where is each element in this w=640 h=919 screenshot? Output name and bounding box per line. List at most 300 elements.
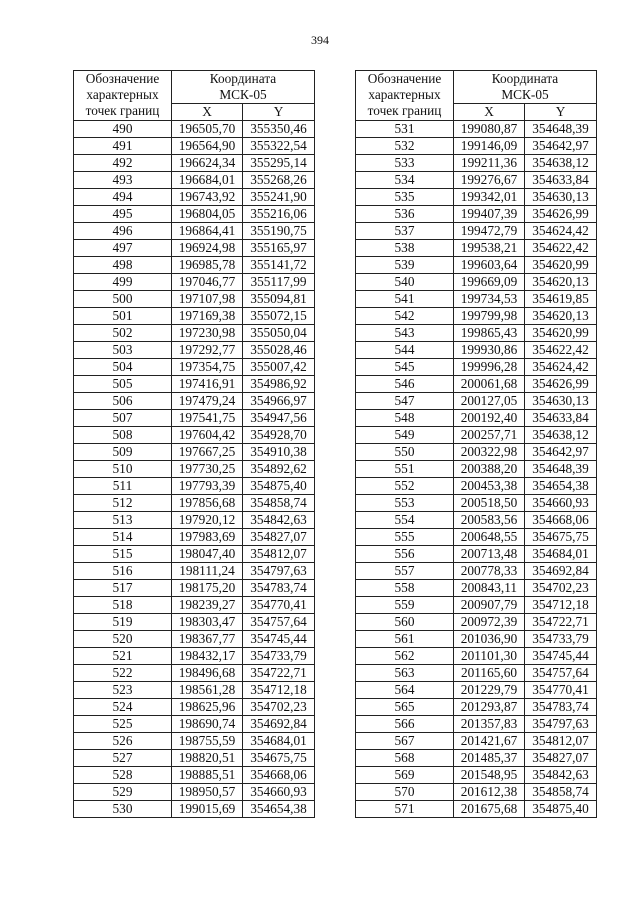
x-coordinate-cell: 198047,40 <box>172 546 243 563</box>
y-coordinate-cell: 355050,04 <box>243 325 315 342</box>
x-coordinate-cell: 197292,77 <box>172 342 243 359</box>
designation-line: характерных <box>86 87 159 102</box>
table-row <box>74 291 315 308</box>
point-id-cell: 555 <box>356 529 454 546</box>
point-id-cell: 557 <box>356 563 454 580</box>
table-row <box>74 478 315 495</box>
point-id-cell: 535 <box>356 189 454 206</box>
y-coordinate-cell: 354733,79 <box>525 631 597 648</box>
x-coordinate-cell: 199472,79 <box>454 223 525 240</box>
point-id-cell: 519 <box>74 614 172 631</box>
point-id-cell: 544 <box>356 342 454 359</box>
table-row <box>74 240 315 257</box>
x-coordinate-cell: 200127,05 <box>454 393 525 410</box>
point-id-cell: 560 <box>356 614 454 631</box>
y-coordinate-cell: 354928,70 <box>243 427 315 444</box>
y-coordinate-cell: 354654,38 <box>525 478 597 495</box>
x-coordinate-cell: 197541,75 <box>172 410 243 427</box>
y-coordinate-cell: 354638,12 <box>525 427 597 444</box>
y-coordinate-cell: 354648,39 <box>525 121 597 138</box>
point-id-cell: 564 <box>356 682 454 699</box>
y-column-header: Y <box>243 104 315 121</box>
coordinate-system: МСК-05 <box>501 87 549 102</box>
point-id-cell: 547 <box>356 393 454 410</box>
point-id-cell: 526 <box>74 733 172 750</box>
y-coordinate-cell: 354783,74 <box>525 699 597 716</box>
table-row <box>356 155 597 172</box>
point-id-cell: 491 <box>74 138 172 155</box>
x-coordinate-cell: 199734,53 <box>454 291 525 308</box>
x-coordinate-cell: 199538,21 <box>454 240 525 257</box>
x-coordinate-cell: 199669,09 <box>454 274 525 291</box>
point-id-cell: 566 <box>356 716 454 733</box>
point-id-cell: 545 <box>356 359 454 376</box>
point-id-cell: 496 <box>74 223 172 240</box>
y-coordinate-cell: 354624,42 <box>525 223 597 240</box>
y-coordinate-cell: 354692,84 <box>525 563 597 580</box>
point-id-cell: 504 <box>74 359 172 376</box>
point-id-cell: 558 <box>356 580 454 597</box>
point-id-cell: 510 <box>74 461 172 478</box>
x-coordinate-cell: 196924,98 <box>172 240 243 257</box>
point-id-cell: 550 <box>356 444 454 461</box>
table-row <box>74 461 315 478</box>
x-coordinate-cell: 197046,77 <box>172 274 243 291</box>
y-coordinate-cell: 354620,13 <box>525 308 597 325</box>
point-id-cell: 562 <box>356 648 454 665</box>
x-column-header: X <box>172 104 243 121</box>
y-coordinate-cell: 354630,13 <box>525 189 597 206</box>
point-id-cell: 499 <box>74 274 172 291</box>
table-row <box>74 597 315 614</box>
table-row <box>74 410 315 427</box>
y-coordinate-cell: 354783,74 <box>243 580 315 597</box>
table-row <box>356 172 597 189</box>
x-coordinate-cell: 196624,34 <box>172 155 243 172</box>
table-row <box>356 546 597 563</box>
table-body <box>356 121 597 818</box>
x-coordinate-cell: 201548,95 <box>454 767 525 784</box>
x-coordinate-cell: 196564,90 <box>172 138 243 155</box>
x-coordinate-cell: 199930,86 <box>454 342 525 359</box>
y-coordinate-cell: 355028,46 <box>243 342 315 359</box>
x-coordinate-cell: 196743,92 <box>172 189 243 206</box>
point-id-cell: 503 <box>74 342 172 359</box>
x-coordinate-cell: 197920,12 <box>172 512 243 529</box>
point-id-cell: 536 <box>356 206 454 223</box>
table-row <box>356 223 597 240</box>
table-row <box>356 682 597 699</box>
y-coordinate-cell: 354892,62 <box>243 461 315 478</box>
point-id-cell: 565 <box>356 699 454 716</box>
x-coordinate-cell: 200257,71 <box>454 427 525 444</box>
x-coordinate-cell: 201357,83 <box>454 716 525 733</box>
table-row <box>74 614 315 631</box>
y-coordinate-cell: 354733,79 <box>243 648 315 665</box>
y-coordinate-cell: 354620,99 <box>525 325 597 342</box>
designation-line: точек границ <box>367 103 442 118</box>
x-coordinate-cell: 201675,68 <box>454 801 525 818</box>
point-id-cell: 494 <box>74 189 172 206</box>
point-id-cell: 542 <box>356 308 454 325</box>
point-id-cell: 512 <box>74 495 172 512</box>
y-coordinate-cell: 354654,38 <box>243 801 315 818</box>
x-coordinate-cell: 201165,60 <box>454 665 525 682</box>
point-id-cell: 501 <box>74 308 172 325</box>
y-coordinate-cell: 354745,44 <box>525 648 597 665</box>
table-row <box>356 121 597 138</box>
x-coordinate-cell: 201229,79 <box>454 682 525 699</box>
x-coordinate-cell: 198885,51 <box>172 767 243 784</box>
y-coordinate-cell: 355322,54 <box>243 138 315 155</box>
table-row <box>356 648 597 665</box>
point-id-cell: 551 <box>356 461 454 478</box>
x-coordinate-cell: 200061,68 <box>454 376 525 393</box>
y-coordinate-cell: 355141,72 <box>243 257 315 274</box>
point-id-cell: 563 <box>356 665 454 682</box>
y-coordinate-cell: 355190,75 <box>243 223 315 240</box>
point-id-cell: 539 <box>356 257 454 274</box>
x-coordinate-cell: 198820,51 <box>172 750 243 767</box>
y-coordinate-cell: 354668,06 <box>525 512 597 529</box>
table-row <box>356 767 597 784</box>
x-coordinate-cell: 198175,20 <box>172 580 243 597</box>
y-coordinate-cell: 354668,06 <box>243 767 315 784</box>
coordinates-table-right <box>355 70 597 818</box>
table-row <box>356 257 597 274</box>
y-coordinate-cell: 355350,46 <box>243 121 315 138</box>
point-id-cell: 534 <box>356 172 454 189</box>
y-coordinate-cell: 354757,64 <box>525 665 597 682</box>
x-coordinate-cell: 198111,24 <box>172 563 243 580</box>
y-coordinate-cell: 355216,06 <box>243 206 315 223</box>
y-coordinate-cell: 354757,64 <box>243 614 315 631</box>
point-id-cell: 506 <box>74 393 172 410</box>
y-coordinate-cell: 354660,93 <box>243 784 315 801</box>
x-coordinate-cell: 198690,74 <box>172 716 243 733</box>
point-id-cell: 509 <box>74 444 172 461</box>
point-id-cell: 502 <box>74 325 172 342</box>
x-coordinate-cell: 198496,68 <box>172 665 243 682</box>
y-coordinate-cell: 354619,85 <box>525 291 597 308</box>
point-id-cell: 540 <box>356 274 454 291</box>
point-id-cell: 567 <box>356 733 454 750</box>
x-coordinate-cell: 199342,01 <box>454 189 525 206</box>
x-coordinate-cell: 197479,24 <box>172 393 243 410</box>
table-row <box>74 631 315 648</box>
x-coordinate-cell: 196985,78 <box>172 257 243 274</box>
y-coordinate-cell: 354692,84 <box>243 716 315 733</box>
table-row <box>356 376 597 393</box>
y-coordinate-cell: 354622,42 <box>525 342 597 359</box>
y-coordinate-cell: 354986,92 <box>243 376 315 393</box>
point-id-cell: 518 <box>74 597 172 614</box>
designation-header <box>356 71 454 121</box>
y-coordinate-cell: 354660,93 <box>525 495 597 512</box>
table-row <box>74 274 315 291</box>
table-row <box>74 308 315 325</box>
table-row <box>74 682 315 699</box>
table-row <box>356 631 597 648</box>
x-coordinate-cell: 197230,98 <box>172 325 243 342</box>
table-row <box>74 325 315 342</box>
x-coordinate-cell: 198239,27 <box>172 597 243 614</box>
y-coordinate-cell: 354745,44 <box>243 631 315 648</box>
x-coordinate-cell: 198367,77 <box>172 631 243 648</box>
coordinate-system: МСК-05 <box>219 87 267 102</box>
y-coordinate-cell: 354684,01 <box>525 546 597 563</box>
x-coordinate-cell: 200388,20 <box>454 461 525 478</box>
x-coordinate-cell: 199015,69 <box>172 801 243 818</box>
table-row <box>356 495 597 512</box>
table-row <box>74 444 315 461</box>
y-coordinate-cell: 354675,75 <box>525 529 597 546</box>
x-coordinate-cell: 197107,98 <box>172 291 243 308</box>
y-coordinate-cell: 355268,26 <box>243 172 315 189</box>
point-id-cell: 513 <box>74 512 172 529</box>
table-row <box>74 512 315 529</box>
y-column-header: Y <box>525 104 597 121</box>
point-id-cell: 559 <box>356 597 454 614</box>
x-coordinate-cell: 200713,48 <box>454 546 525 563</box>
x-coordinate-cell: 200583,56 <box>454 512 525 529</box>
table-row <box>74 529 315 546</box>
table-row <box>74 427 315 444</box>
table-row <box>356 444 597 461</box>
point-id-cell: 553 <box>356 495 454 512</box>
point-id-cell: 554 <box>356 512 454 529</box>
point-id-cell: 548 <box>356 410 454 427</box>
y-coordinate-cell: 354624,42 <box>525 359 597 376</box>
table-row <box>74 750 315 767</box>
y-coordinate-cell: 354626,99 <box>525 206 597 223</box>
y-coordinate-cell: 355165,97 <box>243 240 315 257</box>
y-coordinate-cell: 354633,84 <box>525 172 597 189</box>
y-coordinate-cell: 354827,07 <box>525 750 597 767</box>
point-id-cell: 568 <box>356 750 454 767</box>
table-row <box>356 308 597 325</box>
point-id-cell: 511 <box>74 478 172 495</box>
y-coordinate-cell: 354812,07 <box>525 733 597 750</box>
y-coordinate-cell: 354638,12 <box>525 155 597 172</box>
table-row <box>356 563 597 580</box>
designation-line: Обозначение <box>367 71 442 86</box>
table-row <box>74 495 315 512</box>
point-id-cell: 521 <box>74 648 172 665</box>
point-id-cell: 498 <box>74 257 172 274</box>
point-id-cell: 570 <box>356 784 454 801</box>
x-coordinate-cell: 198561,28 <box>172 682 243 699</box>
x-coordinate-cell: 200648,55 <box>454 529 525 546</box>
y-coordinate-cell: 354722,71 <box>525 614 597 631</box>
table-row <box>356 716 597 733</box>
y-coordinate-cell: 355094,81 <box>243 291 315 308</box>
table-row <box>356 614 597 631</box>
point-id-cell: 569 <box>356 767 454 784</box>
point-id-cell: 516 <box>74 563 172 580</box>
designation-line: Обозначение <box>85 71 160 86</box>
y-coordinate-cell: 354966,97 <box>243 393 315 410</box>
table-row <box>356 784 597 801</box>
x-coordinate-cell: 199865,43 <box>454 325 525 342</box>
x-coordinate-cell: 196684,01 <box>172 172 243 189</box>
x-coordinate-cell: 197416,91 <box>172 376 243 393</box>
table-row <box>74 376 315 393</box>
table-row <box>74 767 315 784</box>
point-id-cell: 514 <box>74 529 172 546</box>
y-coordinate-cell: 354684,01 <box>243 733 315 750</box>
table-row <box>74 206 315 223</box>
table-row <box>356 325 597 342</box>
x-coordinate-cell: 200843,11 <box>454 580 525 597</box>
point-id-cell: 505 <box>74 376 172 393</box>
x-coordinate-cell: 197667,25 <box>172 444 243 461</box>
y-coordinate-cell: 354875,40 <box>525 801 597 818</box>
y-coordinate-cell: 354722,71 <box>243 665 315 682</box>
y-coordinate-cell: 354648,39 <box>525 461 597 478</box>
coordinate-header <box>454 71 597 104</box>
coordinate-title: Координата <box>491 71 559 86</box>
point-id-cell: 500 <box>74 291 172 308</box>
table-row <box>74 172 315 189</box>
x-coordinate-cell: 197856,68 <box>172 495 243 512</box>
point-id-cell: 492 <box>74 155 172 172</box>
y-coordinate-cell: 354812,07 <box>243 546 315 563</box>
point-id-cell: 493 <box>74 172 172 189</box>
y-coordinate-cell: 354858,74 <box>243 495 315 512</box>
table-row <box>74 155 315 172</box>
x-coordinate-cell: 201485,37 <box>454 750 525 767</box>
y-coordinate-cell: 354626,99 <box>525 376 597 393</box>
table-row <box>356 291 597 308</box>
point-id-cell: 528 <box>74 767 172 784</box>
table-row <box>74 801 315 818</box>
table-row <box>74 257 315 274</box>
y-coordinate-cell: 354947,56 <box>243 410 315 427</box>
x-coordinate-cell: 201421,67 <box>454 733 525 750</box>
x-coordinate-cell: 198625,96 <box>172 699 243 716</box>
y-coordinate-cell: 354842,63 <box>243 512 315 529</box>
x-coordinate-cell: 199799,98 <box>454 308 525 325</box>
point-id-cell: 538 <box>356 240 454 257</box>
table-row <box>356 393 597 410</box>
table-row <box>74 189 315 206</box>
point-id-cell: 520 <box>74 631 172 648</box>
y-coordinate-cell: 354675,75 <box>243 750 315 767</box>
point-id-cell: 531 <box>356 121 454 138</box>
table-row <box>356 410 597 427</box>
x-coordinate-cell: 197793,39 <box>172 478 243 495</box>
point-id-cell: 549 <box>356 427 454 444</box>
y-coordinate-cell: 354858,74 <box>525 784 597 801</box>
table-row <box>356 359 597 376</box>
x-coordinate-cell: 197354,75 <box>172 359 243 376</box>
x-coordinate-cell: 198755,59 <box>172 733 243 750</box>
table-row <box>356 750 597 767</box>
x-coordinate-cell: 198303,47 <box>172 614 243 631</box>
x-coordinate-cell: 200453,38 <box>454 478 525 495</box>
table-row <box>356 580 597 597</box>
x-coordinate-cell: 200778,33 <box>454 563 525 580</box>
x-coordinate-cell: 197169,38 <box>172 308 243 325</box>
point-id-cell: 525 <box>74 716 172 733</box>
table-row <box>356 801 597 818</box>
table-row <box>74 546 315 563</box>
table-row <box>74 733 315 750</box>
y-coordinate-cell: 354702,23 <box>525 580 597 597</box>
y-coordinate-cell: 354770,41 <box>525 682 597 699</box>
point-id-cell: 497 <box>74 240 172 257</box>
y-coordinate-cell: 354842,63 <box>525 767 597 784</box>
point-id-cell: 537 <box>356 223 454 240</box>
y-coordinate-cell: 354702,23 <box>243 699 315 716</box>
table-row <box>74 359 315 376</box>
x-coordinate-cell: 199996,28 <box>454 359 525 376</box>
point-id-cell: 515 <box>74 546 172 563</box>
y-coordinate-cell: 354770,41 <box>243 597 315 614</box>
x-coordinate-cell: 201293,87 <box>454 699 525 716</box>
y-coordinate-cell: 354875,40 <box>243 478 315 495</box>
point-id-cell: 490 <box>74 121 172 138</box>
y-coordinate-cell: 354642,97 <box>525 138 597 155</box>
table-row <box>356 206 597 223</box>
table-row <box>356 138 597 155</box>
point-id-cell: 552 <box>356 478 454 495</box>
table-row <box>356 478 597 495</box>
table-row <box>74 563 315 580</box>
y-coordinate-cell: 354630,13 <box>525 393 597 410</box>
x-coordinate-cell: 198950,57 <box>172 784 243 801</box>
x-coordinate-cell: 199407,39 <box>454 206 525 223</box>
table-row <box>74 665 315 682</box>
table-body <box>74 121 315 818</box>
point-id-cell: 522 <box>74 665 172 682</box>
x-coordinate-cell: 200972,39 <box>454 614 525 631</box>
point-id-cell: 529 <box>74 784 172 801</box>
designation-line: точек границ <box>85 103 160 118</box>
x-coordinate-cell: 199080,87 <box>454 121 525 138</box>
y-coordinate-cell: 355072,15 <box>243 308 315 325</box>
x-coordinate-cell: 199276,67 <box>454 172 525 189</box>
table-row <box>356 427 597 444</box>
point-id-cell: 508 <box>74 427 172 444</box>
y-coordinate-cell: 354622,42 <box>525 240 597 257</box>
y-coordinate-cell: 354642,97 <box>525 444 597 461</box>
table-row <box>356 461 597 478</box>
table-row <box>356 733 597 750</box>
y-coordinate-cell: 354827,07 <box>243 529 315 546</box>
designation-header <box>74 71 172 121</box>
point-id-cell: 524 <box>74 699 172 716</box>
table-row <box>356 189 597 206</box>
y-coordinate-cell: 354712,18 <box>525 597 597 614</box>
table-row <box>356 597 597 614</box>
table-row <box>74 393 315 410</box>
y-coordinate-cell: 354797,63 <box>243 563 315 580</box>
coordinate-header <box>172 71 315 104</box>
x-coordinate-cell: 199211,36 <box>454 155 525 172</box>
table-row <box>74 648 315 665</box>
table-row <box>74 121 315 138</box>
point-id-cell: 561 <box>356 631 454 648</box>
point-id-cell: 495 <box>74 206 172 223</box>
table-row <box>356 240 597 257</box>
table-row <box>74 138 315 155</box>
x-coordinate-cell: 200322,98 <box>454 444 525 461</box>
x-column-header: X <box>454 104 525 121</box>
designation-line: характерных <box>368 87 441 102</box>
coordinates-table-left <box>73 70 315 818</box>
